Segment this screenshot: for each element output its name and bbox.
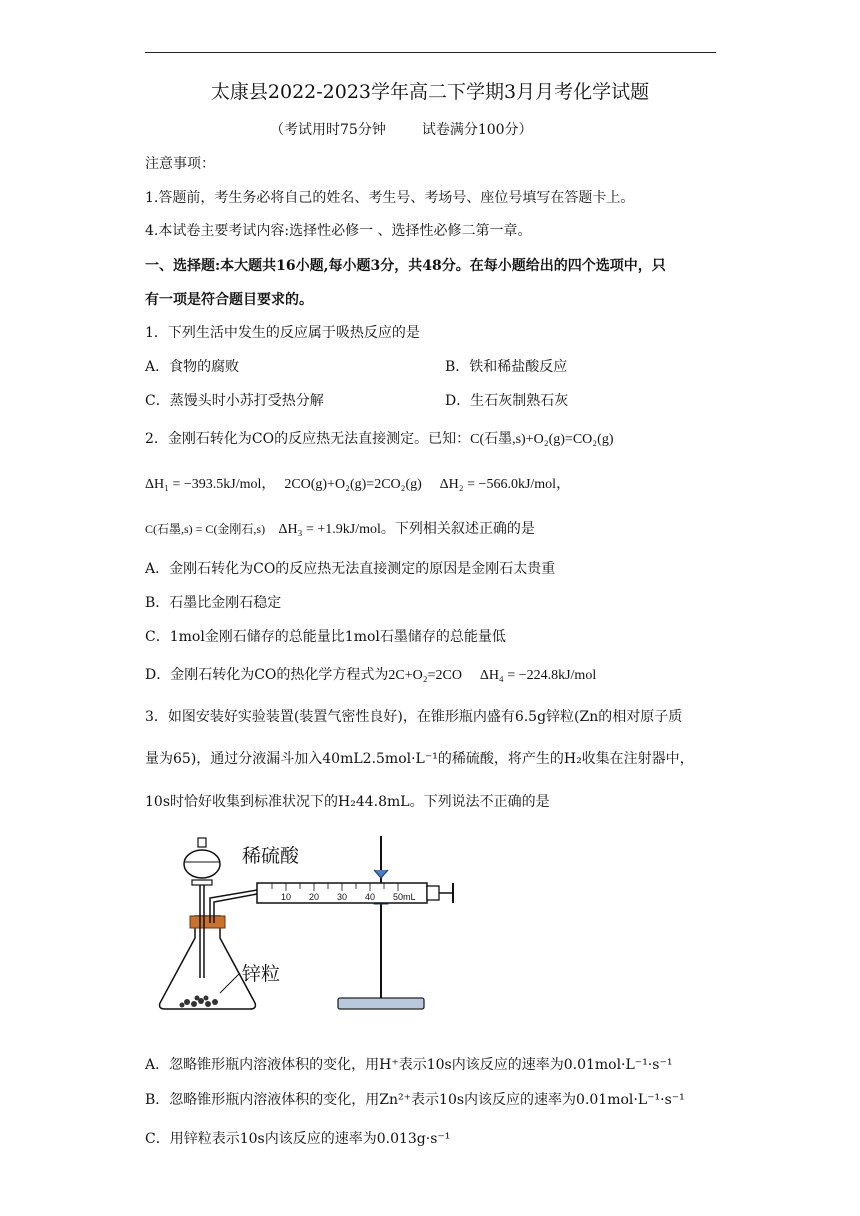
q2-equation-3: C(石墨,s) = C(金刚石,s) (145, 522, 266, 536)
q2-equation-2: 2CO(g)+O₂(g)=2CO₂(g) (284, 477, 422, 492)
section-heading-line2: 有一项是符合题目要求的。 (145, 292, 313, 308)
stopcock (192, 880, 212, 885)
q2-equation-1: C(石墨,s)+O₂(g)=CO₂(g) (470, 432, 614, 447)
q2-stem-line (145, 428, 613, 448)
q2-option-b: B．石墨比金刚石稳定 (145, 595, 282, 611)
q2-option-d-line (145, 664, 596, 684)
q2-dh1: ΔH₁ = −393.5kJ/mol， (145, 477, 276, 492)
q3-stem-line2: 量为65)，通过分液漏斗加入40mL2.5mol·L⁻¹的稀硫酸，将产生的H₂收集在注射器中， (145, 751, 694, 767)
q1-option-b: B．铁和稀盐酸反应 (445, 359, 568, 375)
funnel-stopper (198, 838, 206, 847)
q2-option-d: D．金刚石转化为CO的热化学方程式为 (145, 667, 389, 683)
q3-stem-line3: 10s时恰好收集到标准状况下的H₂44.8mL。下列说法不正确的是 (145, 794, 550, 810)
q3-option-a: A．忽略锥形瓶内溶液体积的变化，用H⁺表示10s内该反应的速率为0.01mol·L⁻¹·s⁻¹ (145, 1057, 673, 1073)
q1-stem: 1．下列生活中发生的反应属于吸热反应的是 (145, 325, 420, 341)
q2-option-d-equation: 2C+O₂=2CO (388, 668, 462, 683)
q1-option-c: C．蒸馒头时小苏打受热分解 (145, 393, 324, 409)
q2-option-c: C．1mol金刚石储存的总能量比1mol石墨储存的总能量低 (145, 629, 506, 645)
scale-label-40: 40 (365, 892, 376, 902)
q2-equation-3-line (145, 518, 535, 538)
exam-time: （考试用时75分钟 (270, 122, 386, 138)
q1-option-d: D．生石灰制熟石灰 (445, 393, 569, 409)
full-score: 试卷满分100分） (421, 122, 533, 138)
q2-equation-line (145, 473, 570, 493)
q3-option-b: B．忽略锥形瓶内溶液体积的变化，用Zn²⁺表示10s内该反应的速率为0.01mol·L⁻¹·s⁻¹ (145, 1092, 685, 1108)
apparatus-figure (150, 828, 460, 1018)
q1-option-a: A．食物的腐败 (145, 359, 240, 375)
scale-label-20: 20 (309, 892, 320, 902)
stand-base (338, 998, 424, 1009)
q2-option-d-dh: ΔH₄ = −224.8kJ/mol (479, 668, 597, 683)
scale-label-50: 50mL (393, 892, 416, 902)
section-heading-line1: 一、选择题:本大题共16小题,每小题3分，共48分。在每小题给出的四个选项中，只 (145, 258, 666, 274)
q2-tail: 下列相关叙述正确的是 (394, 521, 535, 537)
page-title: 太康县2022-2023学年高二下学期3月月考化学试题 (210, 81, 650, 103)
label-dilute-sulfuric-acid: 稀硫酸 (242, 845, 300, 867)
q2-option-a: A．金刚石转化为CO的反应热无法直接测定的原因是金刚石太贵重 (145, 561, 556, 577)
rubber-stopper (190, 916, 225, 928)
syringe-plunger-head (427, 886, 439, 900)
q3-option-c: C．用锌粒表示10s内该反应的速率为0.013g·s⁻¹ (145, 1131, 451, 1147)
q2-stem: 2．金刚石转化为CO的反应热无法直接测定。已知： (145, 431, 471, 447)
q2-dh2: ΔH₂ = −566.0kJ/mol， (439, 477, 571, 492)
scale-label-10: 10 (281, 892, 292, 902)
exam-info (270, 119, 533, 139)
separatory-funnel (184, 850, 220, 878)
note-item-4: 4.本试卷主要考试内容:选择性必修一 、选择性必修二第一章。 (145, 223, 532, 239)
label-zinc-granules: 锌粒 (242, 963, 281, 985)
scale-label-30: 30 (337, 892, 348, 902)
q3-stem-line1: 3．如图安装好实验装置(装置气密性良好)，在锥形瓶内盛有6.5g锌粒(Zn的相对原子质 (145, 709, 683, 725)
header-rule (145, 52, 716, 53)
notes-heading: 注意事项： (145, 156, 215, 172)
q2-dh3: ΔH₃ = +1.9kJ/mol。 (278, 522, 395, 537)
clamp-top (374, 870, 388, 878)
note-item-1: 1.答题前，考生务必将自己的姓名、考生号、考场号、座位号填写在答题卡上。 (145, 190, 635, 206)
